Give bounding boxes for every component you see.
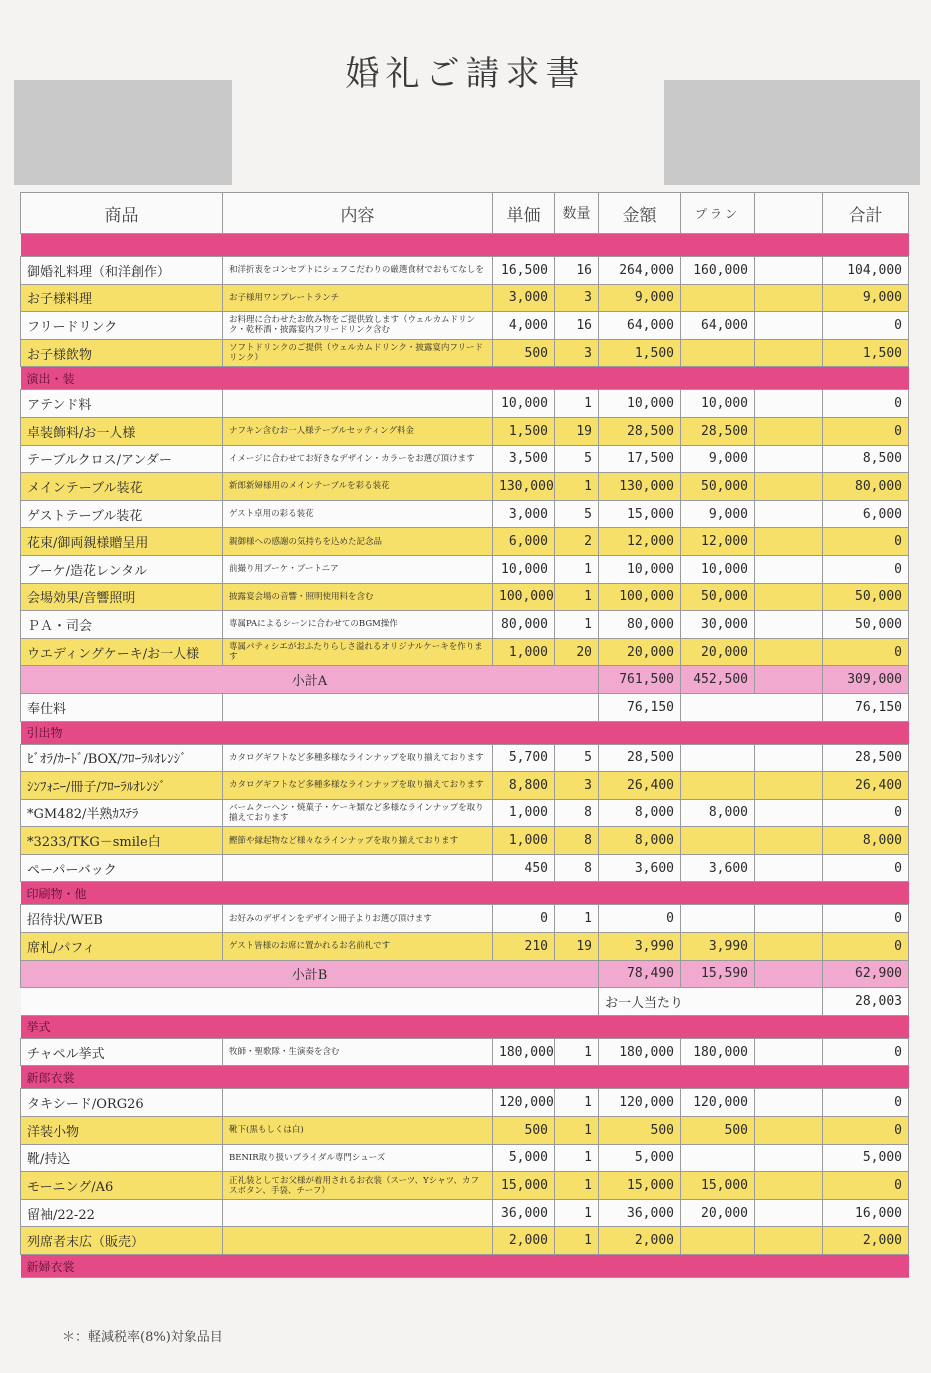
subtotal-b-total: 62,900: [823, 960, 909, 988]
table-row: [21, 473, 909, 501]
row-total: 28,500: [823, 744, 909, 772]
row-desc: お料理に合わせたお飲み物をご提供致します（ウェルカムドリンク・乾杯酒・披露宴内フリードリンク含む: [223, 312, 493, 340]
row-plan: 10,000: [681, 390, 755, 418]
section-row: [21, 1255, 909, 1278]
row-amount: 12,000: [599, 528, 681, 556]
row-qty: 1: [555, 905, 599, 933]
per-person-total: 28,003: [823, 988, 909, 1016]
row-unit-price: 2,000: [493, 1227, 555, 1255]
row-total: 9,000: [823, 284, 909, 312]
per-person-label: お一人当たり: [599, 988, 823, 1016]
row-desc: 牧師・聖歌隊・生演奏を含む: [223, 1038, 493, 1066]
row-plan: 15,000: [681, 1172, 755, 1200]
row-name: *GM482/半熟ｶｽﾃﾗ: [21, 799, 223, 827]
row-name: 席札/パフィ: [21, 933, 223, 961]
row-total: 80,000: [823, 473, 909, 501]
row-desc: ゲスト卓用の彩る装花: [223, 500, 493, 528]
table-row: [21, 905, 909, 933]
row-name: 卓装飾料/お一人様: [21, 417, 223, 445]
row-qty: 3: [555, 339, 599, 367]
row-amount: 3,990: [599, 933, 681, 961]
subtotal-a-row: [21, 666, 909, 694]
header-unit-price: 単価: [493, 193, 555, 234]
section-row: [21, 721, 909, 744]
row-total: 0: [823, 555, 909, 583]
subtotal-b-label: 小計B: [21, 960, 599, 988]
table-row: [21, 1038, 909, 1066]
table-row: [21, 1144, 909, 1172]
row-total: 50,000: [823, 583, 909, 611]
table-row: [21, 1227, 909, 1255]
table-row: [21, 799, 909, 827]
row-plan: 180,000: [681, 1038, 755, 1066]
row-total: 16,000: [823, 1199, 909, 1227]
row-name: 招待状/WEB: [21, 905, 223, 933]
row-unit-price: 36,000: [493, 1199, 555, 1227]
row-unit-price: 5,000: [493, 1144, 555, 1172]
row-total: 0: [823, 390, 909, 418]
row-qty: 1: [555, 1227, 599, 1255]
row-desc: 親御様への感謝の気持ちを込めた記念品: [223, 528, 493, 556]
row-desc: カタログギフトなど多種多様なラインナップを取り揃えております: [223, 744, 493, 772]
row-amount: 26,400: [599, 772, 681, 800]
row-name: ﾋﾞｵﾗ/ｶｰﾄﾞ/BOX/ﾌﾛｰﾗﾙｵﾚﾝｼﾞ: [21, 744, 223, 772]
row-blank: [755, 1117, 823, 1145]
row-blank: [755, 500, 823, 528]
row-amount: 3,600: [599, 854, 681, 882]
row-name: アテンド料: [21, 390, 223, 418]
header-qty: 数量: [555, 193, 599, 234]
row-unit-price: 210: [493, 933, 555, 961]
row-blank: [755, 1144, 823, 1172]
row-blank: [755, 339, 823, 367]
row-blank: [755, 555, 823, 583]
row-total: 6,000: [823, 500, 909, 528]
row-total: 0: [823, 312, 909, 340]
row-qty: 8: [555, 854, 599, 882]
row-total: 2,000: [823, 1227, 909, 1255]
row-name: モーニング/A6: [21, 1172, 223, 1200]
row-total: 0: [823, 1117, 909, 1145]
row-blank: [755, 827, 823, 855]
row-qty: 5: [555, 744, 599, 772]
row-blank: [755, 417, 823, 445]
row-unit-price: 500: [493, 1117, 555, 1145]
table-row: [21, 390, 909, 418]
table-row: [21, 744, 909, 772]
row-plan: 20,000: [681, 638, 755, 666]
row-name: タキシード/ORG26: [21, 1089, 223, 1117]
section-row: [21, 1015, 909, 1038]
row-qty: 19: [555, 417, 599, 445]
row-name: 洋装小物: [21, 1117, 223, 1145]
row-blank: [755, 1038, 823, 1066]
row-desc: 新郎新婦様用のメインテーブルを彩る装花: [223, 473, 493, 501]
row-total: 104,000: [823, 257, 909, 285]
row-amount: 15,000: [599, 500, 681, 528]
row-plan: 50,000: [681, 583, 755, 611]
footnote: ＊：軽減税率(8%)対象品目: [62, 1330, 223, 1345]
row-desc: 専属パティシエがおふたりらしさ溢れるオリジナルケーキを作ります: [223, 638, 493, 666]
table-row: [21, 445, 909, 473]
document-title: 婚礼ご請求書: [345, 54, 586, 94]
row-amount: 9,000: [599, 284, 681, 312]
row-blank: [755, 1199, 823, 1227]
row-qty: 16: [555, 312, 599, 340]
row-blank: [755, 1089, 823, 1117]
row-plan: [681, 284, 755, 312]
row-unit-price: 1,500: [493, 417, 555, 445]
row-blank: [755, 744, 823, 772]
table-row: [21, 284, 909, 312]
row-total: 5,000: [823, 1144, 909, 1172]
row-unit-price: 180,000: [493, 1038, 555, 1066]
row-name: 留袖/22-22: [21, 1199, 223, 1227]
row-desc: 正礼装としてお父様が着用されるお衣装（スーツ、Yシャツ、カフスボタン、手袋、チーフ）: [223, 1172, 493, 1200]
row-amount: 64,000: [599, 312, 681, 340]
row-desc: [223, 1199, 493, 1227]
row-unit-price: 100,000: [493, 583, 555, 611]
row-qty: 1: [555, 1038, 599, 1066]
row-plan: 160,000: [681, 257, 755, 285]
row-qty: 1: [555, 1144, 599, 1172]
row-blank: [755, 611, 823, 639]
row-total: 0: [823, 854, 909, 882]
row-blank: [755, 799, 823, 827]
row-blank: [755, 390, 823, 418]
row-plan: [681, 339, 755, 367]
header-item: 商品: [21, 193, 223, 234]
row-desc: お子様用ワンプレートランチ: [223, 284, 493, 312]
header-total: 合計: [823, 193, 909, 234]
subtotal-b-row: [21, 960, 909, 988]
row-desc: 鰹節や縁起物など様々なラインナップを取り揃えております: [223, 827, 493, 855]
row-plan: 50,000: [681, 473, 755, 501]
header-amount: 金額: [599, 193, 681, 234]
row-amount: 0: [599, 905, 681, 933]
row-qty: 3: [555, 772, 599, 800]
row-unit-price: 4,000: [493, 312, 555, 340]
row-unit-price: 16,500: [493, 257, 555, 285]
section-label: 引出物: [21, 721, 909, 744]
row-qty: 5: [555, 500, 599, 528]
row-blank: [755, 473, 823, 501]
row-total: 0: [823, 933, 909, 961]
row-total: 0: [823, 528, 909, 556]
row-desc: 披露宴会場の音響・照明使用料を含む: [223, 583, 493, 611]
row-desc: お好みのデザインをデザイン冊子よりお選び頂けます: [223, 905, 493, 933]
row-amount: 28,500: [599, 417, 681, 445]
row-desc: [223, 1227, 493, 1255]
table-row: [21, 312, 909, 340]
row-plan: 9,000: [681, 500, 755, 528]
row-qty: 1: [555, 611, 599, 639]
section-label: 挙式: [21, 1015, 909, 1038]
header-row: [21, 193, 909, 234]
row-plan: 3,990: [681, 933, 755, 961]
row-name: *3233/TKG－smile白: [21, 827, 223, 855]
section-label: 新婦衣裳: [21, 1255, 909, 1278]
table-row: [21, 827, 909, 855]
row-total: 0: [823, 417, 909, 445]
row-qty: 1: [555, 1172, 599, 1200]
row-amount: 76,150: [599, 693, 681, 721]
row-name: ＰＡ・司会: [21, 611, 223, 639]
row-unit-price: 3,000: [493, 500, 555, 528]
row-amount: 100,000: [599, 583, 681, 611]
row-qty: 5: [555, 445, 599, 473]
row-name: テーブルクロス/アンダー: [21, 445, 223, 473]
row-plan: [681, 744, 755, 772]
header-blank: [755, 193, 823, 234]
subtotal-b-plan: 15,590: [681, 960, 755, 988]
row-unit-price: 0: [493, 905, 555, 933]
row-name: 会場効果/音響照明: [21, 583, 223, 611]
row-unit-price: 1,000: [493, 799, 555, 827]
row-plan: 8,000: [681, 799, 755, 827]
row-blank: [755, 1172, 823, 1200]
row-desc: ソフトドリンクのご提供（ウェルカムドリンク・披露宴内フリードリンク）: [223, 339, 493, 367]
row-total: 26,400: [823, 772, 909, 800]
table-row: [21, 1089, 909, 1117]
section-label: 印刷物・他: [21, 882, 909, 905]
row-unit-price: 500: [493, 339, 555, 367]
row-qty: 1: [555, 1117, 599, 1145]
row-blank: [755, 257, 823, 285]
row-unit-price: 450: [493, 854, 555, 882]
row-qty: 1: [555, 555, 599, 583]
row-plan: 500: [681, 1117, 755, 1145]
row-blank: [755, 284, 823, 312]
row-name: 靴/持込: [21, 1144, 223, 1172]
subtotal-a-total: 309,000: [823, 666, 909, 694]
row-blank: [755, 583, 823, 611]
header-plan: プラン: [681, 193, 755, 234]
row-desc: 専属PAによるシーンに合わせてのBGM操作: [223, 611, 493, 639]
row-blank: [755, 933, 823, 961]
header-desc: 内容: [223, 193, 493, 234]
row-amount: 500: [599, 1117, 681, 1145]
row-qty: 19: [555, 933, 599, 961]
row-plan: [681, 1144, 755, 1172]
row-unit-price: 5,700: [493, 744, 555, 772]
row-total: 0: [823, 905, 909, 933]
row-unit-price: 80,000: [493, 611, 555, 639]
row-qty: 3: [555, 284, 599, 312]
row-blank: [755, 1227, 823, 1255]
row-plan: [681, 827, 755, 855]
row-name: 奉仕料: [21, 693, 223, 721]
row-name: 花束/御両親様贈呈用: [21, 528, 223, 556]
row-qty: 1: [555, 473, 599, 501]
row-qty: 16: [555, 257, 599, 285]
row-unit-price: 3,500: [493, 445, 555, 473]
table-row: [21, 638, 909, 666]
row-unit-price: 10,000: [493, 390, 555, 418]
row-amount: 80,000: [599, 611, 681, 639]
table-row: [21, 1199, 909, 1227]
row-unit-price: 8,800: [493, 772, 555, 800]
row-amount: 5,000: [599, 1144, 681, 1172]
row-name: メインテーブル装花: [21, 473, 223, 501]
row-plan: 12,000: [681, 528, 755, 556]
row-total: 8,000: [823, 827, 909, 855]
table-row: [21, 339, 909, 367]
row-name: ウエディングケーキ/お一人様: [21, 638, 223, 666]
row-qty: 8: [555, 827, 599, 855]
row-name: ｼﾝﾌｫﾆｰ/冊子/ﾌﾛｰﾗﾙｵﾚﾝｼﾞ: [21, 772, 223, 800]
table-row: [21, 500, 909, 528]
row-total: 1,500: [823, 339, 909, 367]
per-person-row: [21, 988, 909, 1016]
row-qty: 1: [555, 1199, 599, 1227]
row-unit-price: 15,000: [493, 1172, 555, 1200]
table-row: [21, 583, 909, 611]
row-unit-price: 6,000: [493, 528, 555, 556]
row-amount: 130,000: [599, 473, 681, 501]
service-charge-row: [21, 693, 909, 721]
row-amount: 10,000: [599, 390, 681, 418]
row-qty: 1: [555, 390, 599, 418]
row-total: 0: [823, 799, 909, 827]
row-desc: 和洋折衷をコンセプトにシェフこだわりの厳選食材でおもてなしを: [223, 257, 493, 285]
row-name: フリードリンク: [21, 312, 223, 340]
row-name: ペーパーバック: [21, 854, 223, 882]
row-plan: 64,000: [681, 312, 755, 340]
row-unit-price: 1,000: [493, 827, 555, 855]
row-total: 76,150: [823, 693, 909, 721]
row-total: 0: [823, 638, 909, 666]
row-desc: 靴下(黒もしくは白): [223, 1117, 493, 1145]
row-name: ゲストテーブル装花: [21, 500, 223, 528]
section-label: 演出・装: [21, 367, 909, 390]
row-qty: 1: [555, 583, 599, 611]
row-plan: 10,000: [681, 555, 755, 583]
row-desc: [223, 854, 493, 882]
subtotal-a-label: 小計A: [21, 666, 599, 694]
table-row: [21, 854, 909, 882]
subtotal-b-amount: 78,490: [599, 960, 681, 988]
row-desc: ゲスト皆様のお席に置かれるお名前札です: [223, 933, 493, 961]
table-row: [21, 1117, 909, 1145]
row-plan: [681, 1227, 755, 1255]
section-label: [21, 234, 909, 257]
row-amount: 8,000: [599, 799, 681, 827]
row-blank: [755, 312, 823, 340]
row-qty: 2: [555, 528, 599, 556]
row-plan: 28,500: [681, 417, 755, 445]
row-plan: 9,000: [681, 445, 755, 473]
table-row: [21, 555, 909, 583]
row-amount: 17,500: [599, 445, 681, 473]
subtotal-a-amount: 761,500: [599, 666, 681, 694]
row-unit-price: 120,000: [493, 1089, 555, 1117]
row-total: 0: [823, 1172, 909, 1200]
row-desc: バームクーヘン・焼菓子・ケーキ類など多様なラインナップを取り揃えております: [223, 799, 493, 827]
row-plan: [681, 905, 755, 933]
row-plan: 20,000: [681, 1199, 755, 1227]
section-row: [21, 882, 909, 905]
row-name: チャペル挙式: [21, 1038, 223, 1066]
table-row: [21, 417, 909, 445]
row-desc: イメージに合わせてお好きなデザイン・カラーをお選び頂けます: [223, 445, 493, 473]
row-desc: [223, 390, 493, 418]
redacted-block-left: [14, 80, 232, 185]
redacted-block-right: [664, 80, 920, 185]
row-amount: 20,000: [599, 638, 681, 666]
row-total: 8,500: [823, 445, 909, 473]
row-total: 50,000: [823, 611, 909, 639]
invoice-table: [20, 192, 909, 1278]
row-name: お子様料理: [21, 284, 223, 312]
section-row: [21, 234, 909, 257]
table-row: [21, 1172, 909, 1200]
row-amount: 120,000: [599, 1089, 681, 1117]
row-amount: 2,000: [599, 1227, 681, 1255]
subtotal-a-plan: 452,500: [681, 666, 755, 694]
row-blank: [755, 638, 823, 666]
section-label: 新郎衣裳: [21, 1066, 909, 1089]
row-plan: [681, 772, 755, 800]
row-blank: [755, 905, 823, 933]
row-name: 列席者末広（販売）: [21, 1227, 223, 1255]
row-plan: 120,000: [681, 1089, 755, 1117]
row-amount: 28,500: [599, 744, 681, 772]
row-plan: 3,600: [681, 854, 755, 882]
row-blank: [755, 445, 823, 473]
row-unit-price: 3,000: [493, 284, 555, 312]
table-row: [21, 611, 909, 639]
table-row: [21, 772, 909, 800]
row-amount: 10,000: [599, 555, 681, 583]
section-row: [21, 1066, 909, 1089]
row-desc: BENIR取り扱いブライダル専門シューズ: [223, 1144, 493, 1172]
row-name: 御婚礼料理（和洋創作）: [21, 257, 223, 285]
row-amount: 8,000: [599, 827, 681, 855]
row-amount: 180,000: [599, 1038, 681, 1066]
row-amount: 1,500: [599, 339, 681, 367]
table-row: [21, 528, 909, 556]
row-name: ブーケ/造花レンタル: [21, 555, 223, 583]
table-row: [21, 933, 909, 961]
row-desc: カタログギフトなど多種多様なラインナップを取り揃えております: [223, 772, 493, 800]
row-qty: 8: [555, 799, 599, 827]
table-row: [21, 257, 909, 285]
row-desc: ナフキン含むお一人様テーブルセッティング料金: [223, 417, 493, 445]
row-desc: [223, 1089, 493, 1117]
row-amount: 36,000: [599, 1199, 681, 1227]
row-name: お子様飲物: [21, 339, 223, 367]
row-unit-price: 1,000: [493, 638, 555, 666]
row-unit-price: 130,000: [493, 473, 555, 501]
row-desc: 前撮り用ブーケ・ブートニア: [223, 555, 493, 583]
row-blank: [755, 528, 823, 556]
section-row: [21, 367, 909, 390]
row-plan: 30,000: [681, 611, 755, 639]
row-unit-price: 10,000: [493, 555, 555, 583]
row-qty: 20: [555, 638, 599, 666]
row-blank: [755, 854, 823, 882]
row-qty: 1: [555, 1089, 599, 1117]
row-amount: 264,000: [599, 257, 681, 285]
row-blank: [755, 772, 823, 800]
row-total: 0: [823, 1089, 909, 1117]
row-total: 0: [823, 1038, 909, 1066]
row-amount: 15,000: [599, 1172, 681, 1200]
